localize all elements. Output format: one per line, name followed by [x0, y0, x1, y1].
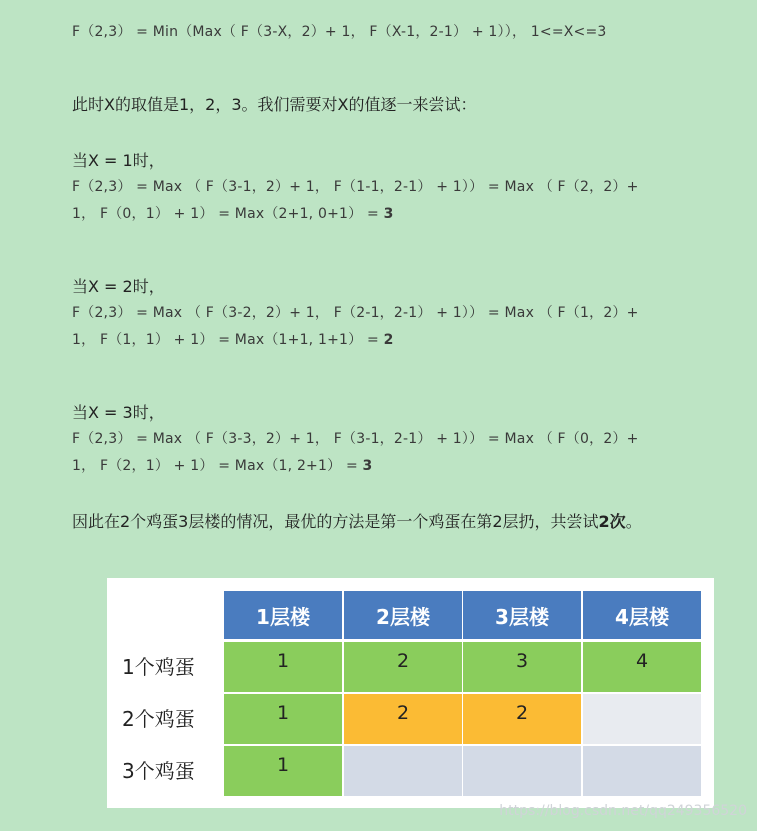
column-header-3: 3层楼 [463, 591, 581, 639]
column-header-2: 2层楼 [344, 591, 462, 639]
intro-text: 此时X的取值是1，2，3。我们需要对X的值逐一来尝试： [72, 95, 477, 114]
case-3-line-2-text: 1， F（2，1） + 1） = Max（1, 2+1） = [72, 458, 363, 474]
conclusion-bold: 2次 [598, 512, 626, 531]
cell-r2-c1: 1 [224, 694, 342, 744]
case-3-result: 3 [362, 458, 373, 474]
cell-r2-c2: 2 [344, 694, 462, 744]
main-formula: F（2,3） = Min（Max（ F（3-X，2）+ 1， F（X-1，2-1） + 1））， 1<=X<=3 [72, 24, 607, 40]
cell-r3-c1: 1 [224, 746, 342, 796]
case-3-line-1: F（2,3） = Max （ F（3-3，2）+ 1， F（3-1，2-1） + 1）） = Max （ F（0，2）+ [72, 431, 639, 447]
case-1-line-1: F（2,3） = Max （ F（3-1，2）+ 1， F（1-1，2-1） + 1）） = Max （ F（2，2）+ [72, 179, 639, 195]
egg-drop-table [107, 578, 714, 808]
conclusion-text [72, 509, 642, 532]
case-1-header: 当X = 1时， [72, 151, 165, 170]
cell-r1-c4: 4 [583, 642, 701, 692]
conclusion-prefix: 因此在2个鸡蛋3层楼的情况，最优的方法是第一个鸡蛋在第2层扔，共尝试 [72, 512, 599, 531]
cell-r1-c1: 1 [224, 642, 342, 692]
cell-r1-c2: 2 [344, 642, 462, 692]
column-header-4: 4层楼 [583, 591, 701, 639]
case-2-line-1: F（2,3） = Max （ F（3-2，2）+ 1， F（2-1，2-1） + 1）） = Max （ F（1，2）+ [72, 305, 639, 321]
cell-r1-c3: 3 [463, 642, 581, 692]
case-1-result: 3 [383, 206, 394, 222]
case-2-header: 当X = 2时， [72, 277, 165, 296]
case-2-line-2-text: 1， F（1，1） + 1） = Max（1+1, 1+1） = [72, 332, 384, 348]
table-grid [107, 578, 714, 808]
column-header-1: 1层楼 [224, 591, 342, 639]
watermark-text: https://blog.csdn.net/qq249356520 [499, 803, 747, 819]
row-label-3: 3个鸡蛋 [122, 758, 195, 783]
cell-r3-c2 [344, 746, 462, 796]
cell-r2-c3: 2 [463, 694, 581, 744]
row-label-1: 1个鸡蛋 [122, 654, 195, 679]
case-3-line-2 [72, 455, 372, 475]
case-3-header: 当X = 3时， [72, 403, 165, 422]
case-2-line-2 [72, 329, 394, 349]
conclusion-suffix: 。 [625, 512, 642, 531]
case-2-result: 2 [383, 332, 394, 348]
cell-r2-c4 [583, 694, 701, 744]
cell-r3-c3 [463, 746, 581, 796]
row-label-2: 2个鸡蛋 [122, 706, 195, 731]
case-1-line-2-text: 1， F（0，1） + 1） = Max（2+1, 0+1） = [72, 206, 384, 222]
case-1-line-2 [72, 203, 394, 223]
cell-r3-c4 [583, 746, 701, 796]
